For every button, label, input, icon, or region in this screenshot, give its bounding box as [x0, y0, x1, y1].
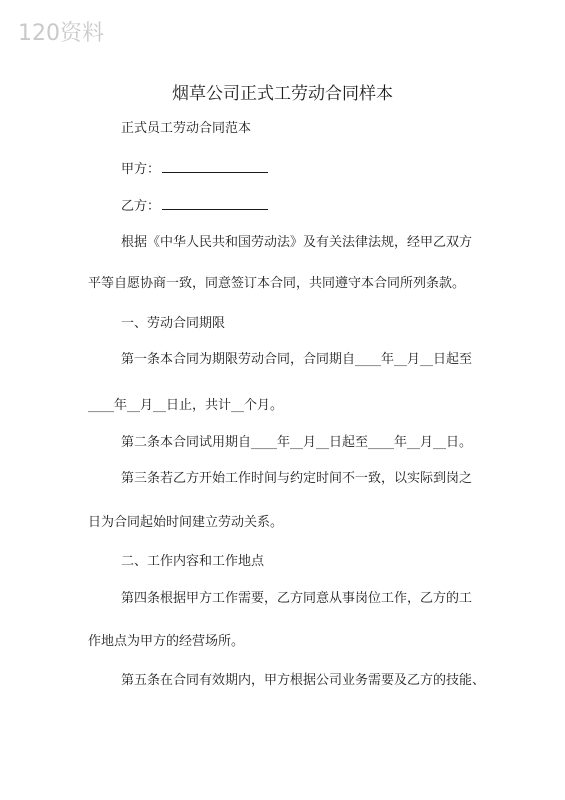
article-1-line-1: 第一条本合同为期限劳动合同，合同期自____年__月__日起至 — [121, 352, 473, 367]
party-b-line — [121, 196, 268, 216]
intro-paragraph-line-2: 平等自愿协商一致，同意签订本合同，共同遵守本合同所列条款。 — [88, 276, 466, 291]
party-b-blank — [162, 196, 268, 210]
article-2: 第二条本合同试用期自____年__月__日起至____年__月__日。 — [121, 435, 473, 450]
article-5-line-1: 第五条在合同有效期内，甲方根据公司业务需要及乙方的技能、 — [121, 673, 486, 688]
document-subtitle: 正式员工劳动合同范本 — [121, 121, 252, 136]
section-heading-work: 二、工作内容和工作地点 — [121, 554, 265, 569]
article-4-line-2: 作地点为甲方的经营场所。 — [88, 634, 245, 649]
party-b-label: 乙方： — [121, 199, 161, 214]
article-1-line-2: ____年__月__日止，共计__个月。 — [88, 398, 284, 413]
party-a-blank — [162, 159, 268, 173]
article-3-line-2: 日为合同起始时间建立劳动关系。 — [88, 515, 284, 530]
watermark-logo: 120资料 — [18, 21, 104, 46]
party-a-line — [121, 159, 268, 179]
article-4-line-1: 第四条根据甲方工作需要，乙方同意从事岗位工作，乙方的工 — [121, 591, 473, 606]
party-a-label: 甲方： — [121, 162, 161, 177]
section-heading-term: 一、劳动合同期限 — [121, 316, 226, 331]
article-3-line-1: 第三条若乙方开始工作时间与约定时间不一致，以实际到岗之 — [121, 471, 473, 486]
document-title: 烟草公司正式工劳动合同样本 — [172, 84, 393, 104]
intro-paragraph-line-1: 根据《中华人民共和国劳动法》及有关法律法规，经甲乙双方 — [121, 235, 473, 250]
